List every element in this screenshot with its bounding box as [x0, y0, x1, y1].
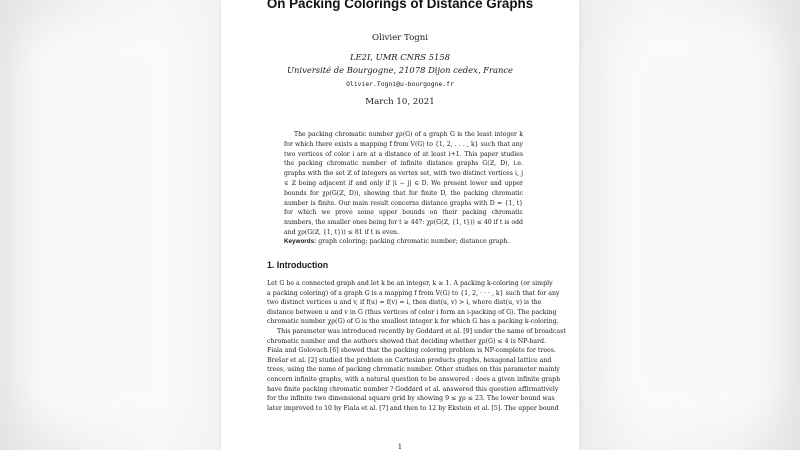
body-line: two distinct vertices u and v, if f(u) = f(v) = i, then dist(u, v) > i, where dist(u, v) is the	[267, 299, 542, 307]
body-line: have finite packing chromatic number ? Goddard et al. answered this question affirmatively	[267, 385, 559, 393]
body-line: concern infinite graphs, with a natural question to be answered : does a given infinite graph	[267, 375, 561, 383]
body-line: later improved to 10 by Fiala et al. [7] and then to 12 by Ekstein et al. [5]. The upper bound	[267, 404, 559, 412]
paper-date: March 10, 2021	[365, 97, 435, 107]
body-line: for the infinite two dimensional square grid by showing 9 ≤ χρ ≤ 23. The lower bound was	[267, 395, 555, 403]
affiliation-university: Université de Bourgogne, 21078 Dijon cedex, France	[286, 65, 514, 75]
paper-page	[221, 0, 579, 450]
keywords-text: graph coloring; packing chromatic number; distance graph.	[318, 238, 510, 245]
body-line: trees, using the name of packing chromatic number. Other studies on this parameter mainly	[267, 366, 560, 374]
author-name: Olivier Togni	[371, 33, 429, 43]
body-line: a packing coloring) of a graph G is a mapping f from V(G) to {1, 2, · · · , k} such that for any	[267, 289, 560, 297]
affiliation-lab: LE2I, UMR CNRS 5158	[350, 52, 450, 62]
body-line: chromatic number χρ(G) of G is the smallest integer k for which G has a packing k-coloring.	[267, 318, 559, 326]
body-line: Let G be a connected graph and let k be an integer, k ≥ 1. A packing k-coloring (or simply	[267, 280, 553, 287]
introduction-body	[267, 279, 579, 413]
keywords	[284, 238, 544, 245]
background-left	[20, 20, 190, 430]
section-title-introduction: 1. Introduction	[267, 260, 329, 270]
author-email[interactable]: Olivier.Togni@u-bourgogne.fr	[346, 80, 454, 88]
keywords-label: Keywords:	[284, 238, 317, 245]
background-right	[610, 20, 780, 430]
body-line: This parameter was introduced recently by Goddard et al. [9] under the name of broadcast	[277, 327, 566, 335]
paper-title: On Packing Colorings of Distance Graphs	[266, 0, 534, 11]
body-line: distance between u and v in G (thus vertices of color i form an i-packing of G). The packing	[267, 308, 557, 316]
body-line: Fiala and Golovach [6] showed that the packing coloring problem is NP-complete for trees.	[267, 347, 556, 355]
body-line: Brešar et al. [2] studied the problem on Cartesian products graphs, hexagonal lattice and	[267, 356, 552, 364]
abstract: The packing chromatic number χρ(G) of a graph G is the least integer k for which there exists a mapping f from V(G) to {1, 2, . . . , k} such that any two vertices of color i are at a distance of at least i+1. This paper studies the packing chromatic number of infinite distance graphs G(ℤ, D), i.e. graphs with the set ℤ of integers as vertex set, with two distinct vertices i, j ∈ ℤ being adjacent if and only if |i − j| ∈ D. We present lower and upper bounds for χρ(G(ℤ, D)), showing that for finite D, the packing chromatic number is finite. Our main result concerns distance graphs with D = {1, t} for which we prove some upper bounds on their packing chromatic numbers, the smaller ones being for t ≥ 447: χρ(G(ℤ, {1, t})) ≤ 40 if t is odd and χρ(G(ℤ, {1, t})) ≤ 81 if t is even.	[284, 131, 523, 236]
page-number: 1	[397, 443, 403, 450]
body-line: chromatic number and the authors showed that deciding whether χρ(G) ≤ 4 is NP-hard.	[267, 337, 546, 345]
